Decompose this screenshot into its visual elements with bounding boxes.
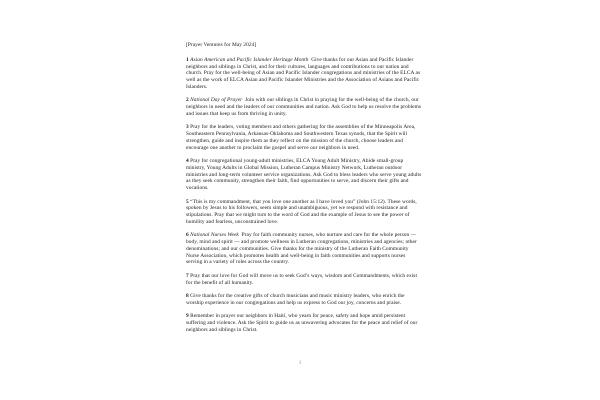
paragraph-number: 5	[186, 198, 189, 205]
paragraph-number: 6	[186, 232, 189, 239]
paragraph-text: “This is my commandment, that you love one another as I have loved you” (John 15:12). These words, spoken by Jesus to his followers, seem simple and unambiguous, yet we respond with resistance and stipulations. Pray that we might turn to the word of God and the example of Jesus to see the power of humility and fearless, unconstrained love.	[186, 198, 417, 225]
paragraph-number: 7	[186, 272, 189, 279]
page-number: 1	[298, 360, 302, 366]
paragraph-number: 3	[186, 124, 189, 131]
paragraph	[186, 232, 422, 266]
paragraph-number: 9	[186, 313, 189, 320]
paragraph	[186, 97, 422, 117]
paragraph-number: 1	[186, 56, 189, 63]
paragraph	[186, 158, 422, 192]
document-body	[186, 42, 422, 340]
paragraph	[186, 293, 422, 307]
paragraph-number: 8	[186, 293, 189, 299]
paragraph	[186, 199, 422, 226]
paragraph-heading: National Nurses Week	[190, 232, 242, 239]
paragraph-text: Give thanks for the creative gifts of church musicians and music ministry leaders, who enrich the worship experience in our congregations and help us express to God our joy, concerns and praise.	[186, 293, 405, 306]
paragraph	[186, 57, 422, 91]
paragraph-text: Give thanks for our Asian and Pacific Islander neighbors and siblings in Christ, and for their cultures, languages and contributions to our nation and church. Pray for the well-being of Asian and Pacific Islander congregations and ministries of the ELCA as well as the work of ELCA Asian and Pacific Islander Ministries and the Association of Asians and Pacific Islanders.	[186, 56, 421, 90]
paragraph-text: Pray for faith community nurses, who nurture and care for the whole person — body, mind and spirit — and promote wellness in Lutheran congregations, ministries and agencies; other denominations; and our communities. Give thanks for the ministry of the Lutheran Faith Community Nurse Association, which promotes health and well-being in faith communities and supports nurses serving in a variety of roles across the country.	[186, 232, 417, 266]
paragraph-text: Join with our siblings in Christ in praying for the well-being of the church, our neighbors in need and the leaders of our communities and nation. Ask God to help us resolve the problems and issues that keep us from thriving in unity.	[186, 97, 422, 117]
paragraph-number: 4	[186, 158, 189, 164]
document-title: [Prayer Ventures for May 2024]	[186, 42, 257, 48]
paragraph-text: Pray that our love for God will move us to seek God’s ways, wisdom and Commandments, which exist for the benefit of all humanity.	[186, 272, 417, 286]
paragraph-text: Pray for the leaders, voting members and others gathering for the assemblies of the Minneapolis Area, Southeastern Pennsylvania, Arkansas-Oklahoma and Southwestern Texas synods, that the Spirit will strengthen, guide and inspire them as they reflect on the mission of the church, choose leaders and encourage one another to proclaim the gospel and serve our neighbors in need.	[186, 124, 416, 151]
paragraph-number: 2	[186, 97, 189, 104]
paragraph	[186, 313, 422, 333]
paragraph-heading: Asian American and Pacific Islander Heritage Month	[190, 56, 312, 63]
paragraph	[186, 273, 422, 287]
paragraph-text: Remember in prayer our neighbors in Haiti, who yearn for peace, safety and hope amid persistent suffering and violence. Ask the Spirit to guide us as unwavering advocates for the peace and relief of our neighbors and siblings in Christ.	[186, 313, 418, 333]
paragraph-list	[186, 57, 422, 334]
paragraph-heading: National Day of Prayer	[190, 97, 246, 104]
paragraph-text: Pray for congregational young-adult ministries, ELCA Young Adult Ministry, Abide small-group ministry, Young Adults in Global Mission, Lutheran Campus Ministry Network, Lutheran outdoor ministries and long-term volunteer service organizations. Ask God to bless leaders who serve young adults as they seek community, strengthen their faith, find opportunities to serve, and discern their gifts and vocations.	[186, 158, 422, 191]
paragraph	[186, 124, 422, 151]
